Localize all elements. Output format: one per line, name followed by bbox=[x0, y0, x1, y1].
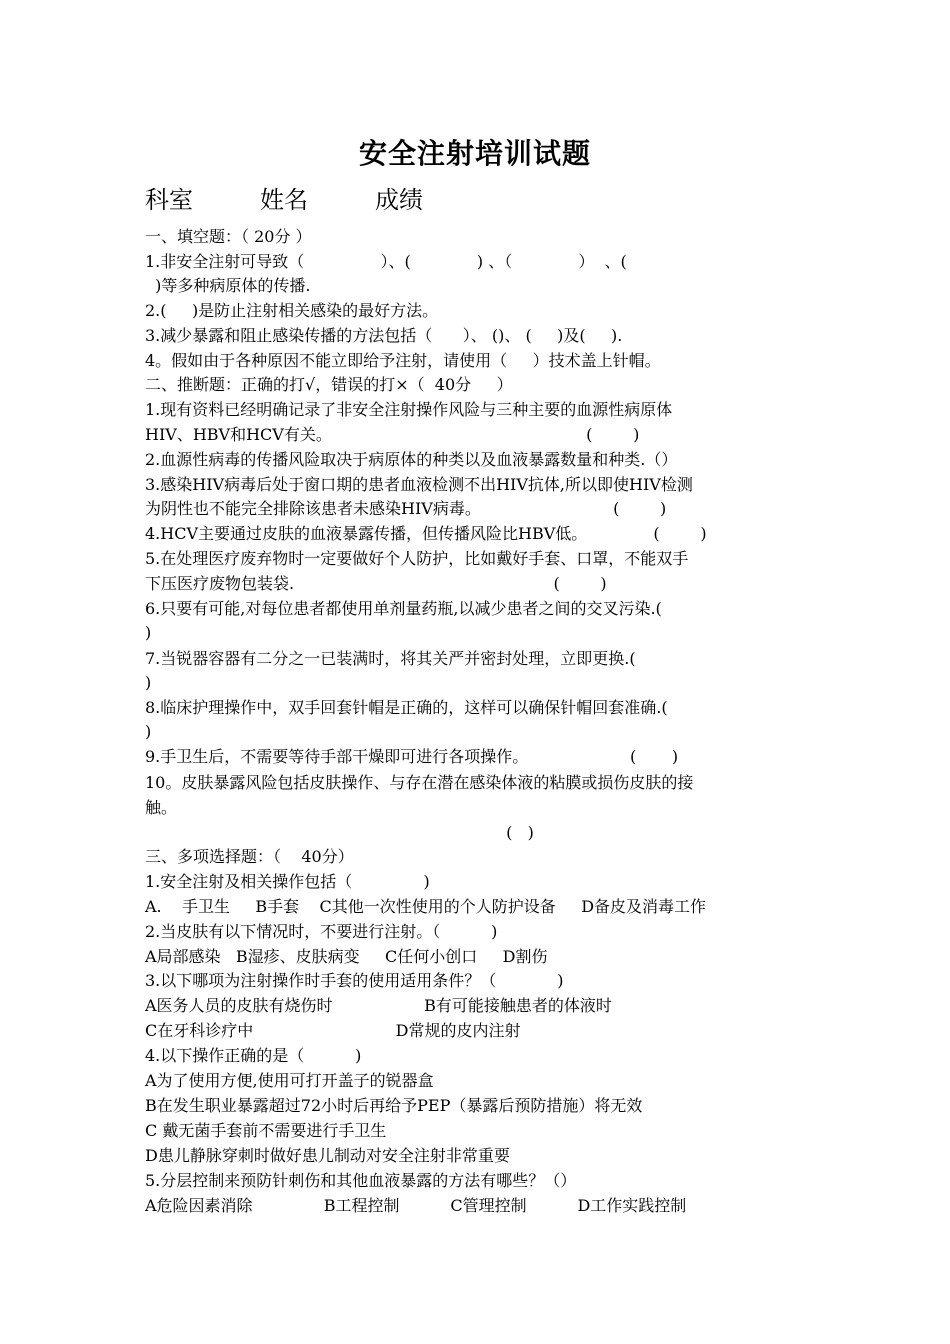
question-line: 1.安全注射及相关操作包括（ ) bbox=[145, 872, 430, 891]
question-line: 3.以下哪项为注射操作时手套的使用适用条件？（ ) bbox=[145, 971, 564, 990]
question-line: 7.当锐器容器有二分之一已装满时，将其关严并密封处理，立即更换.( bbox=[145, 649, 636, 668]
question-line: ) bbox=[145, 623, 152, 642]
section-heading-multiple-choice: 三、多项选择题：（ 40分） bbox=[145, 847, 354, 866]
question-line: 3.减少暴露和阻止感染传播的方法包括（ ）、 ()、 ( )及( ). bbox=[145, 326, 623, 345]
question-line: 1.非安全注射可导致（ ）、( ) 、（ ） 、( bbox=[145, 252, 627, 271]
question-line: 4.以下操作正确的是（ ) bbox=[145, 1046, 362, 1065]
question-line: ) bbox=[145, 722, 152, 741]
question-line: 2.血源性病毒的传播风险取决于病原体的种类以及血液暴露数量和种类.（） bbox=[145, 450, 678, 469]
question-line: 5.分层控制来预防针刺伤和其他血液暴露的方法有哪些？（） bbox=[145, 1171, 577, 1190]
question-line: 为阴性也不能完全排除该患者未感染HIV病毒。 ( ) bbox=[145, 499, 667, 518]
section-heading-fill-in: 一、填空题：（ 20分 ） bbox=[145, 227, 312, 246]
document-title: 安全注射培训试题 bbox=[358, 137, 591, 170]
question-line: 10。皮肤暴露风险包括皮肤操作、与存在潜在感染体液的粘膜或损伤皮肤的接 bbox=[145, 773, 694, 792]
answer-options: A. 手卫生 B手套 C其他一次性使用的个人防护设备 D备皮及消毒工作 bbox=[145, 897, 707, 916]
score-field-label: 成绩 bbox=[375, 186, 423, 214]
question-line: 4。假如由于各种原因不能立即给予注射，请使用（ ）技术盖上针帽。 bbox=[145, 351, 661, 370]
question-line: 5.在处理医疗废弃物时一定要做好个人防护，比如戴好手套、口罩，不能双手 bbox=[145, 549, 689, 568]
question-line: ) bbox=[145, 673, 152, 692]
question-line: 9.手卫生后，不需要等待手部干燥即可进行各项操作。 ( ) bbox=[145, 747, 679, 766]
department-field-label: 科室 bbox=[145, 186, 193, 214]
question-line: 8.临床护理操作中，双手回套针帽是正确的，这样可以确保针帽回套准确.( bbox=[145, 698, 668, 717]
question-line: ( ) bbox=[145, 823, 534, 842]
answer-options: A医务人员的皮肤有烧伤时 B有可能接触患者的体液时 bbox=[145, 996, 612, 1015]
question-line: 6.只要有可能,对每位患者都使用单剂量药瓶,以减少患者之间的交叉污染.( bbox=[145, 599, 662, 618]
section-heading-true-false: 二、推断题：正确的打√，错误的打×（ 40分 ） bbox=[145, 375, 513, 394]
answer-option: D患儿静脉穿刺时做好患儿制动对安全注射非常重要 bbox=[145, 1146, 510, 1165]
answer-options: C在牙科诊疗中 D常规的皮内注射 bbox=[145, 1021, 521, 1040]
answer-option: C 戴无菌手套前不需要进行手卫生 bbox=[145, 1121, 387, 1140]
question-line: 2.当皮肤有以下情况时，不要进行注射。（ ) bbox=[145, 922, 498, 941]
answer-option: B在发生职业暴露超过72小时后再给予PEP（暴露后预防措施）将无效 bbox=[145, 1096, 643, 1115]
question-line: 4.HCV主要通过皮肤的血液暴露传播，但传播风险比HBV低。 ( ) bbox=[145, 524, 707, 543]
question-line: 1.现有资料已经明确记录了非安全注射操作风险与三种主要的血源性病原体 bbox=[145, 400, 673, 419]
name-field-label: 姓名 bbox=[260, 186, 308, 214]
question-line: 触。 bbox=[145, 798, 178, 817]
question-line: 3.感染HIV病毒后处于窗口期的患者血液检测不出HIV抗体,所以即使HIV检测 bbox=[145, 475, 693, 494]
answer-options: A局部感染 B湿疹、皮肤病变 C任何小创口 D割伤 bbox=[145, 947, 548, 966]
question-line: 2.( )是防止注射相关感染的最好方法。 bbox=[145, 301, 439, 320]
question-line: 下压医疗废物包装袋. ( ) bbox=[145, 574, 607, 593]
question-line: )等多种病原体的传播. bbox=[145, 276, 311, 295]
answer-option: A为了使用方便,使用可打开盖子的锐器盒 bbox=[145, 1071, 434, 1090]
question-line: HIV、HBV和HCV有关。 ( ) bbox=[145, 425, 640, 444]
answer-options: A危险因素消除 B工程控制 C管理控制 D工作实践控制 bbox=[145, 1196, 687, 1215]
